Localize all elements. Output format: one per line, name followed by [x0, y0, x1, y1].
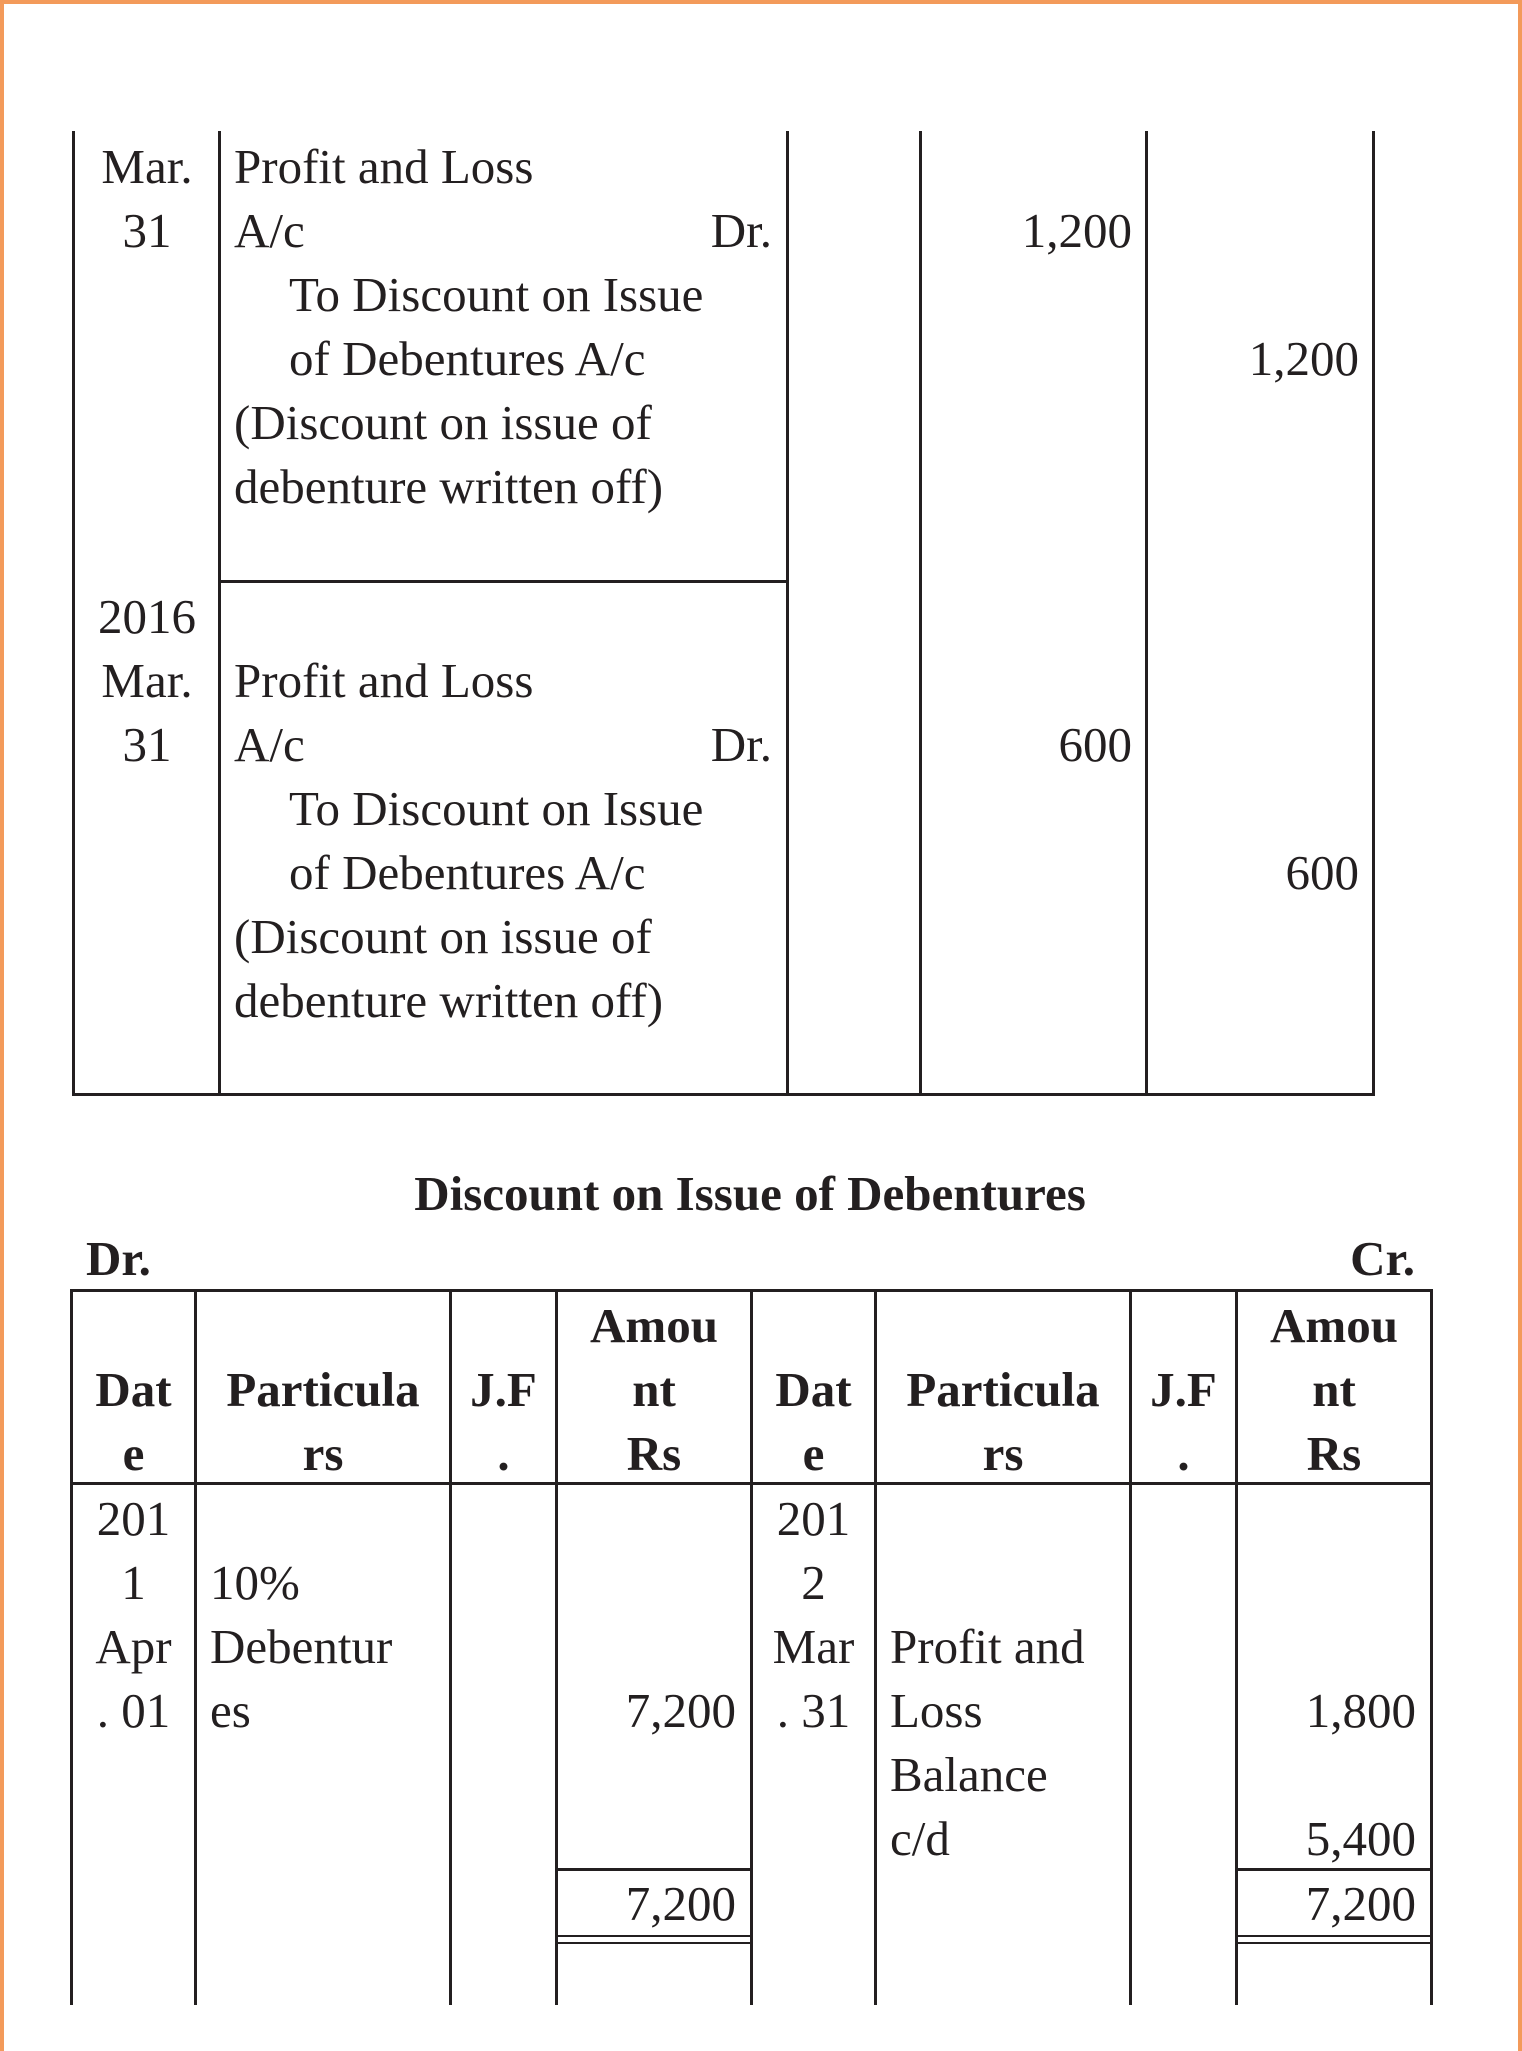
credit-amount-profit-loss: 1,800 — [1305, 1683, 1416, 1738]
credit-amount-balance-cd: 5,400 — [1305, 1811, 1416, 1866]
header-particulars: Particula — [226, 1362, 420, 1417]
header-amount: Amou — [590, 1298, 718, 1353]
debit-particulars: es — [210, 1683, 251, 1738]
entry-date-year: 2016 — [98, 589, 196, 644]
entry-debit-amount: 1,200 — [1021, 203, 1132, 258]
entry-dr-marker: Dr. — [710, 717, 772, 772]
entry-date-month: Mar. — [101, 139, 193, 194]
header-jf-cont: . — [1177, 1426, 1190, 1481]
credit-date: 201 — [776, 1491, 851, 1546]
debit-date: 201 — [96, 1491, 171, 1546]
header-amount-unit: Rs — [1306, 1426, 1362, 1481]
header-amount-cont: nt — [632, 1362, 676, 1417]
header-date: Dat — [95, 1362, 172, 1417]
debit-particulars: Debentur — [210, 1619, 393, 1674]
entry-debit-account: Profit and Loss — [234, 653, 534, 708]
header-date-cont: e — [802, 1426, 825, 1481]
credit-particulars: Profit and — [890, 1619, 1085, 1674]
header-amount-cont: nt — [1312, 1362, 1356, 1417]
entry-narration-cont: debenture written off) — [234, 973, 664, 1028]
credit-total: 7,200 — [1305, 1876, 1416, 1931]
entry-date-month: Mar. — [101, 653, 193, 708]
journal-entry-separator — [218, 580, 789, 583]
entry-credit-account-cont: of Debentures A/c — [289, 331, 646, 386]
debit-date: Apr — [95, 1619, 172, 1674]
debit-total-rule-top — [555, 1868, 753, 1871]
debit-date: . 01 — [96, 1683, 171, 1738]
entry-credit-amount: 600 — [1285, 845, 1359, 900]
entry-narration: (Discount on issue of — [234, 395, 652, 450]
entry-date-day: 31 — [122, 717, 172, 772]
ledger-dr-label: Dr. — [86, 1231, 151, 1286]
entry-narration-cont: debenture written off) — [234, 459, 664, 514]
journal-col-divider-particulars — [786, 131, 789, 1096]
ledger-title: Discount on Issue of Debentures — [414, 1166, 1086, 1221]
debit-total-rule-double-2 — [555, 1942, 753, 1944]
credit-date: 2 — [801, 1555, 826, 1610]
journal-border-left — [72, 131, 75, 1096]
entry-credit-account: To Discount on Issue — [289, 267, 704, 322]
entry-debit-account-cont: A/c — [234, 717, 305, 772]
entry-credit-amount: 1,200 — [1248, 331, 1359, 386]
credit-particulars: Loss — [890, 1683, 983, 1738]
journal-col-divider-lf — [919, 131, 922, 1096]
entry-debit-account-cont: A/c — [234, 203, 305, 258]
entry-credit-account-cont: of Debentures A/c — [289, 845, 646, 900]
debit-total: 7,200 — [625, 1876, 736, 1931]
journal-col-divider-debit — [1145, 131, 1148, 1096]
debit-particulars: 10% — [210, 1555, 300, 1610]
entry-narration: (Discount on issue of — [234, 909, 652, 964]
header-date: Dat — [775, 1362, 852, 1417]
journal-border-bottom — [72, 1093, 1375, 1096]
entry-debit-account: Profit and Loss — [234, 139, 534, 194]
credit-date: Mar — [772, 1619, 855, 1674]
journal-border-right — [1372, 131, 1375, 1096]
journal-col-divider-date — [218, 131, 221, 1096]
entry-date-day: 31 — [122, 203, 172, 258]
header-date-cont: e — [122, 1426, 145, 1481]
header-amount-unit: Rs — [626, 1426, 682, 1481]
credit-total-rule-double-2 — [1235, 1942, 1433, 1944]
debit-date: 1 — [121, 1555, 146, 1610]
entry-debit-amount: 600 — [1058, 717, 1132, 772]
header-jf: J.F — [470, 1362, 537, 1417]
header-particulars-cont: rs — [982, 1426, 1024, 1481]
credit-date: . 31 — [776, 1683, 851, 1738]
credit-particulars: c/d — [890, 1811, 950, 1866]
ledger-border-right — [1430, 1289, 1433, 2005]
header-jf: J.F — [1150, 1362, 1217, 1417]
header-amount: Amou — [1270, 1298, 1398, 1353]
entry-dr-marker: Dr. — [710, 203, 772, 258]
debit-amount: 7,200 — [625, 1683, 736, 1738]
header-particulars: Particula — [906, 1362, 1100, 1417]
credit-particulars: Balance — [890, 1747, 1048, 1802]
entry-credit-account: To Discount on Issue — [289, 781, 704, 836]
header-particulars-cont: rs — [302, 1426, 344, 1481]
header-jf-cont: . — [497, 1426, 510, 1481]
ledger-cr-label: Cr. — [1350, 1231, 1415, 1286]
